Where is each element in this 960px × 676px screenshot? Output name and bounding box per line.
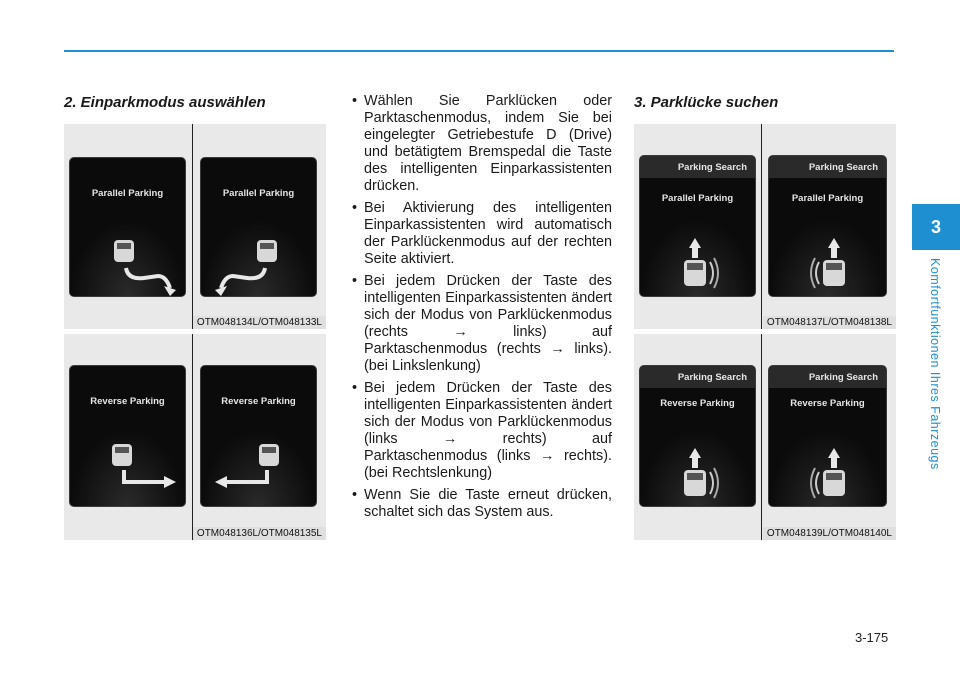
- cluster-screen-left: [639, 365, 756, 507]
- figure-divider: [761, 334, 762, 540]
- list-item: • Bei Aktivierung des intelligenten Einparkassistenten wird automatisch der Parklückenmodus auf der rechten Seite aktiviert.: [350, 200, 612, 268]
- list-item: • Wählen Sie Parklücken oder Parktaschenmodus, indem Sie bei eingelegter Getriebestufe D (Drive) und betätigtem Bremspedal die Taste des intelligenten Einparkassistenten drücken.: [350, 93, 612, 195]
- list-item: • Wenn Sie die Taste erneut drücken, schaltet sich das System aus.: [350, 487, 612, 521]
- figure-parallel-parking-mode: [64, 124, 326, 329]
- cluster-screen-right: [200, 157, 317, 297]
- figure-divider: [192, 334, 193, 540]
- figure-reverse-parking-search: [634, 334, 896, 540]
- list-item: • Bei jedem Drücken der Taste des intelligenten Einparkassistenten ändert sich der Modus von Parklückenmodus (links → rechts) auf Parktaschenmodus (links → rechts). (bei Rechtslenkung): [350, 380, 612, 482]
- car-right-turn-icon: [100, 228, 180, 297]
- screen-title: Reverse Parking: [90, 396, 165, 407]
- figure-caption: OTM048134L/OTM048133L: [193, 316, 326, 329]
- cluster-screen-right: [768, 365, 887, 507]
- page-number: 3-175: [855, 630, 889, 645]
- screen-title: Parallel Parking: [661, 193, 734, 204]
- car-search-icon: [670, 446, 730, 506]
- search-title: Parking Search: [808, 162, 878, 173]
- screen-title: Parallel Parking: [91, 188, 164, 199]
- search-title: Parking Search: [677, 162, 747, 173]
- car-reverse-left-icon: [211, 438, 291, 498]
- screen-title: Parallel Parking: [222, 188, 295, 199]
- list-item: • Bei jedem Drücken der Taste des intelligenten Einparkassistenten ändert sich der Modus von Parklückenmodus (rechts → links) auf Parktaschenmodus (rechts → links). (bei Linkslenkung): [350, 273, 612, 375]
- chapter-title: Komfortfunktionen Ihres Fahrzeugs: [928, 258, 942, 470]
- cluster-screen-right: [768, 155, 887, 297]
- screen-title: Reverse Parking: [221, 396, 296, 407]
- search-title: Parking Search: [677, 372, 747, 383]
- search-title: Parking Search: [808, 372, 878, 383]
- cluster-screen-left: [639, 155, 756, 297]
- figure-caption: OTM048137L/OTM048138L: [763, 316, 896, 329]
- screen-title: Reverse Parking: [660, 398, 735, 409]
- instruction-list: [350, 93, 612, 526]
- figure-caption: OTM048139L/OTM048140L: [763, 527, 896, 540]
- car-left-turn-icon: [211, 228, 291, 297]
- car-search-icon: [670, 236, 730, 296]
- figure-divider: [192, 124, 193, 329]
- car-search-icon: [799, 446, 859, 506]
- figure-divider: [761, 124, 762, 329]
- screen-title: Reverse Parking: [790, 398, 865, 409]
- figure-caption: OTM048136L/OTM048135L: [193, 527, 326, 540]
- cluster-screen-left: [69, 365, 186, 507]
- car-search-icon: [799, 236, 859, 296]
- cluster-screen-right: [200, 365, 317, 507]
- cluster-screen-left: [69, 157, 186, 297]
- section-heading-einparkmodus: 2. Einparkmodus auswählen: [64, 94, 266, 111]
- header-rule: [64, 50, 894, 52]
- section-heading-parkluecke: 3. Parklücke suchen: [634, 94, 779, 111]
- figure-reverse-parking-mode: [64, 334, 326, 540]
- car-reverse-right-icon: [100, 438, 180, 498]
- figure-parallel-parking-search: [634, 124, 896, 329]
- chapter-tab: 3: [912, 204, 960, 250]
- screen-title: Parallel Parking: [791, 193, 864, 204]
